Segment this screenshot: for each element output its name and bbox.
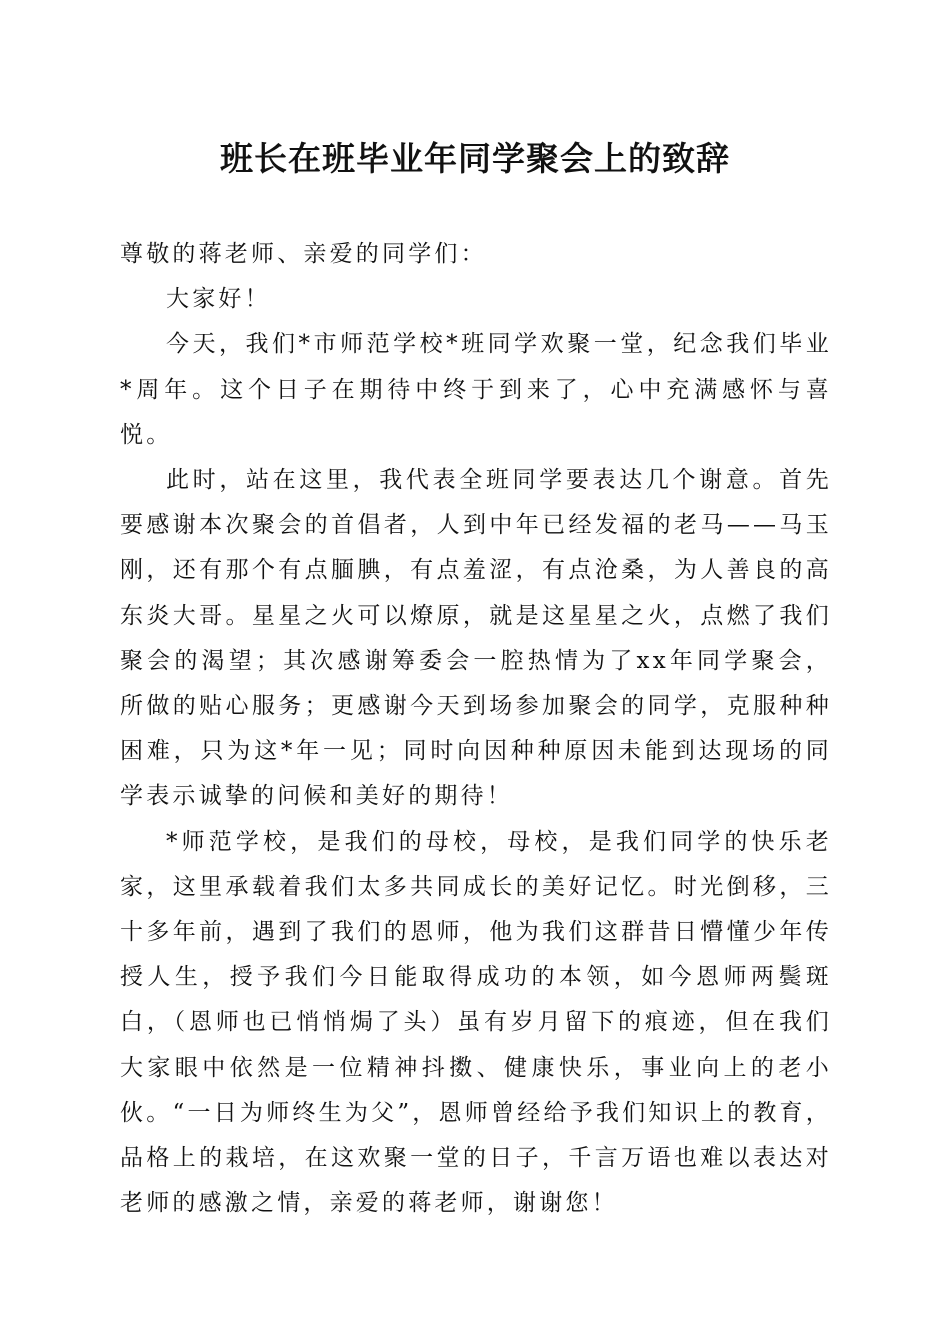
paragraph-greeting: 大家好！: [166, 286, 271, 313]
paragraph-thanks: 此时，站在这里，我代表全班同学要表达几个谢意。首先要感谢本次聚会的首倡者，人到中年已经发福的老马——马玉刚，还有那个有点腼腆，有点羞涩，有点沧桑，为人善良的高东炎大哥。星星之火可以燎原，就是这星星之火，点燃了我们聚会的渴望；其次感谢筹委会一腔热情为了xx年同学聚会，所做的贴心服务；更感谢今天到场参加聚会的同学，克服种种困难，只为这*年一见；同时向因种种原因未能到达现场的同学表示诚挚的问候和美好的期待！: [120, 467, 832, 810]
paragraph-opening: 今天，我们*市师范学校*班同学欢聚一堂，纪念我们毕业*周年。这个日子在期待中终于到来了，心中充满感怀与喜悦。: [120, 331, 832, 448]
salutation: 尊敬的蒋老师、亲爱的同学们：: [120, 241, 487, 267]
document-body: [120, 232, 832, 1226]
paragraph-alma-mater: *师范学校，是我们的母校，母校，是我们同学的快乐老家，这里承载着我们太多共同成长的美好记忆。时光倒移，三十多年前，遇到了我们的恩师，他为我们这群昔日懵懂少年传授人生，授予我们今日能取得成功的本领，如今恩师两鬓斑白，（恩师也已悄悄焗了头）虽有岁月留下的痕迹，但在我们大家眼中依然是一位精神抖擞、健康快乐，事业向上的老小伙。“一日为师终生为父”，恩师曾经给予我们知识上的教育，品格上的栽培，在这欢聚一堂的日子，千言万语也难以表达对老师的感激之情，亲爱的蒋老师，谢谢您！: [120, 828, 832, 1217]
document-title: 班长在班毕业年同学聚会上的致辞: [220, 139, 730, 178]
